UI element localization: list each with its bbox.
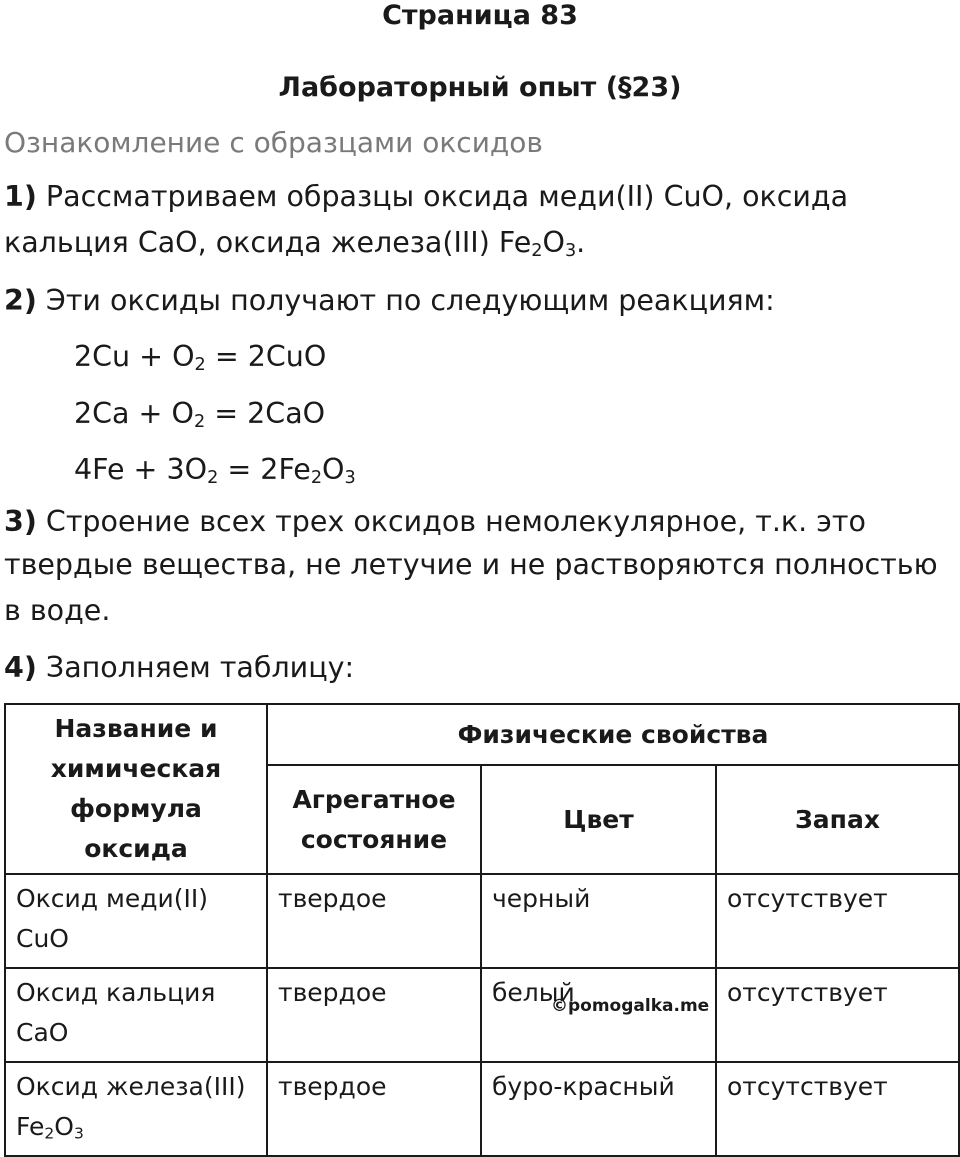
- subtitle: Ознакомление с образцами оксидов: [4, 126, 543, 159]
- state-cell: твердое: [267, 874, 481, 968]
- watermark: ©pomogalka.me: [551, 996, 710, 1016]
- step-2-line: [4, 284, 775, 317]
- lab-title: Лабораторный опыт (§23): [278, 72, 682, 103]
- eq-part: 4Fe + 3O: [74, 453, 208, 486]
- smell-cell: отсутствует: [716, 1062, 959, 1156]
- equation-2: [74, 397, 325, 430]
- subscript: 3: [73, 1124, 84, 1143]
- subscript: 2: [193, 411, 206, 432]
- header-smell: Запах: [716, 765, 959, 874]
- state-cell: твердое: [267, 968, 481, 1062]
- eq-part: = 2CaO: [205, 397, 326, 430]
- header-state-line: Агрегатное: [292, 784, 456, 814]
- header-name-line: химическая: [50, 754, 222, 783]
- table-row: [5, 968, 959, 1062]
- step-1-line-2: [4, 226, 585, 259]
- equation-3: [74, 453, 356, 486]
- subscript: 3: [344, 467, 356, 488]
- step-3-line-1: [4, 505, 866, 538]
- oxide-name: Оксид железа(III): [16, 1072, 246, 1101]
- header-name: [5, 704, 267, 874]
- subscript: 2: [310, 467, 323, 488]
- page-title: Страница 83: [382, 0, 578, 31]
- header-color: Цвет: [481, 765, 716, 874]
- step-3-line-3: в воде.: [4, 594, 111, 627]
- oxide-formula: Fe: [16, 1112, 45, 1141]
- oxide-formula: CuO: [16, 924, 69, 953]
- oxide-name-cell: [5, 968, 267, 1062]
- oxide-name-cell: [5, 874, 267, 968]
- table-row: [5, 1062, 959, 1156]
- color-cell: черный: [481, 874, 716, 968]
- step-3-line-2: твердые вещества, не летучие и не растворяются полностью: [4, 548, 938, 581]
- header-state-line: состояние: [300, 824, 448, 854]
- oxide-formula: O: [54, 1112, 74, 1141]
- smell-cell: отсутствует: [716, 968, 959, 1062]
- subscript: 2: [44, 1124, 55, 1143]
- step-3-number: 3): [4, 505, 37, 538]
- subscript: 2: [207, 467, 219, 488]
- step-1-number: 1): [4, 180, 37, 213]
- header-name-line: формула оксида: [70, 794, 202, 863]
- color-cell: белый: [481, 968, 716, 1062]
- smell-cell: отсутствует: [716, 874, 959, 968]
- oxide-name-cell: [5, 1062, 267, 1156]
- subscript: 3: [564, 240, 577, 261]
- step-2-number: 2): [4, 284, 37, 317]
- oxide-name: Оксид меди(II): [16, 884, 209, 913]
- oxide-properties-table: [4, 703, 960, 1157]
- table-row: [5, 874, 959, 968]
- equation-1: [74, 340, 326, 373]
- eq-part: 2Cu + O: [74, 340, 195, 373]
- step-1-text-2: кальция CaO, оксида железа(III) Fe: [4, 226, 532, 259]
- subscript: 2: [531, 240, 543, 261]
- state-cell: твердое: [267, 1062, 481, 1156]
- period: .: [576, 226, 586, 259]
- eq-part: 2Ca + O: [74, 397, 194, 430]
- step-1-text: Рассматриваем образцы оксида меди(II) CuO, оксида: [45, 180, 849, 213]
- oxide-formula: CaO: [16, 1018, 69, 1047]
- step-1-line-1: [4, 180, 848, 213]
- header-name-line: Название и: [54, 714, 218, 743]
- eq-part: = 2Fe: [218, 453, 311, 486]
- step-2-text: Эти оксиды получают по следующим реакциям:: [45, 284, 775, 317]
- header-physical-properties: Физические свойства: [267, 704, 959, 765]
- formula-part: O: [542, 226, 565, 259]
- step-3-text: Строение всех трех оксидов немолекулярное, т.к. это: [45, 505, 866, 538]
- eq-part: = 2CuO: [205, 340, 327, 373]
- oxide-name: Оксид кальция: [16, 978, 216, 1007]
- color-cell: буро-красный: [481, 1062, 716, 1156]
- step-4-line: [4, 651, 354, 684]
- header-state: [267, 765, 481, 874]
- step-4-number: 4): [4, 651, 37, 684]
- step-4-text: Заполняем таблицу:: [45, 651, 355, 684]
- subscript: 2: [194, 354, 206, 375]
- eq-part: O: [322, 453, 345, 486]
